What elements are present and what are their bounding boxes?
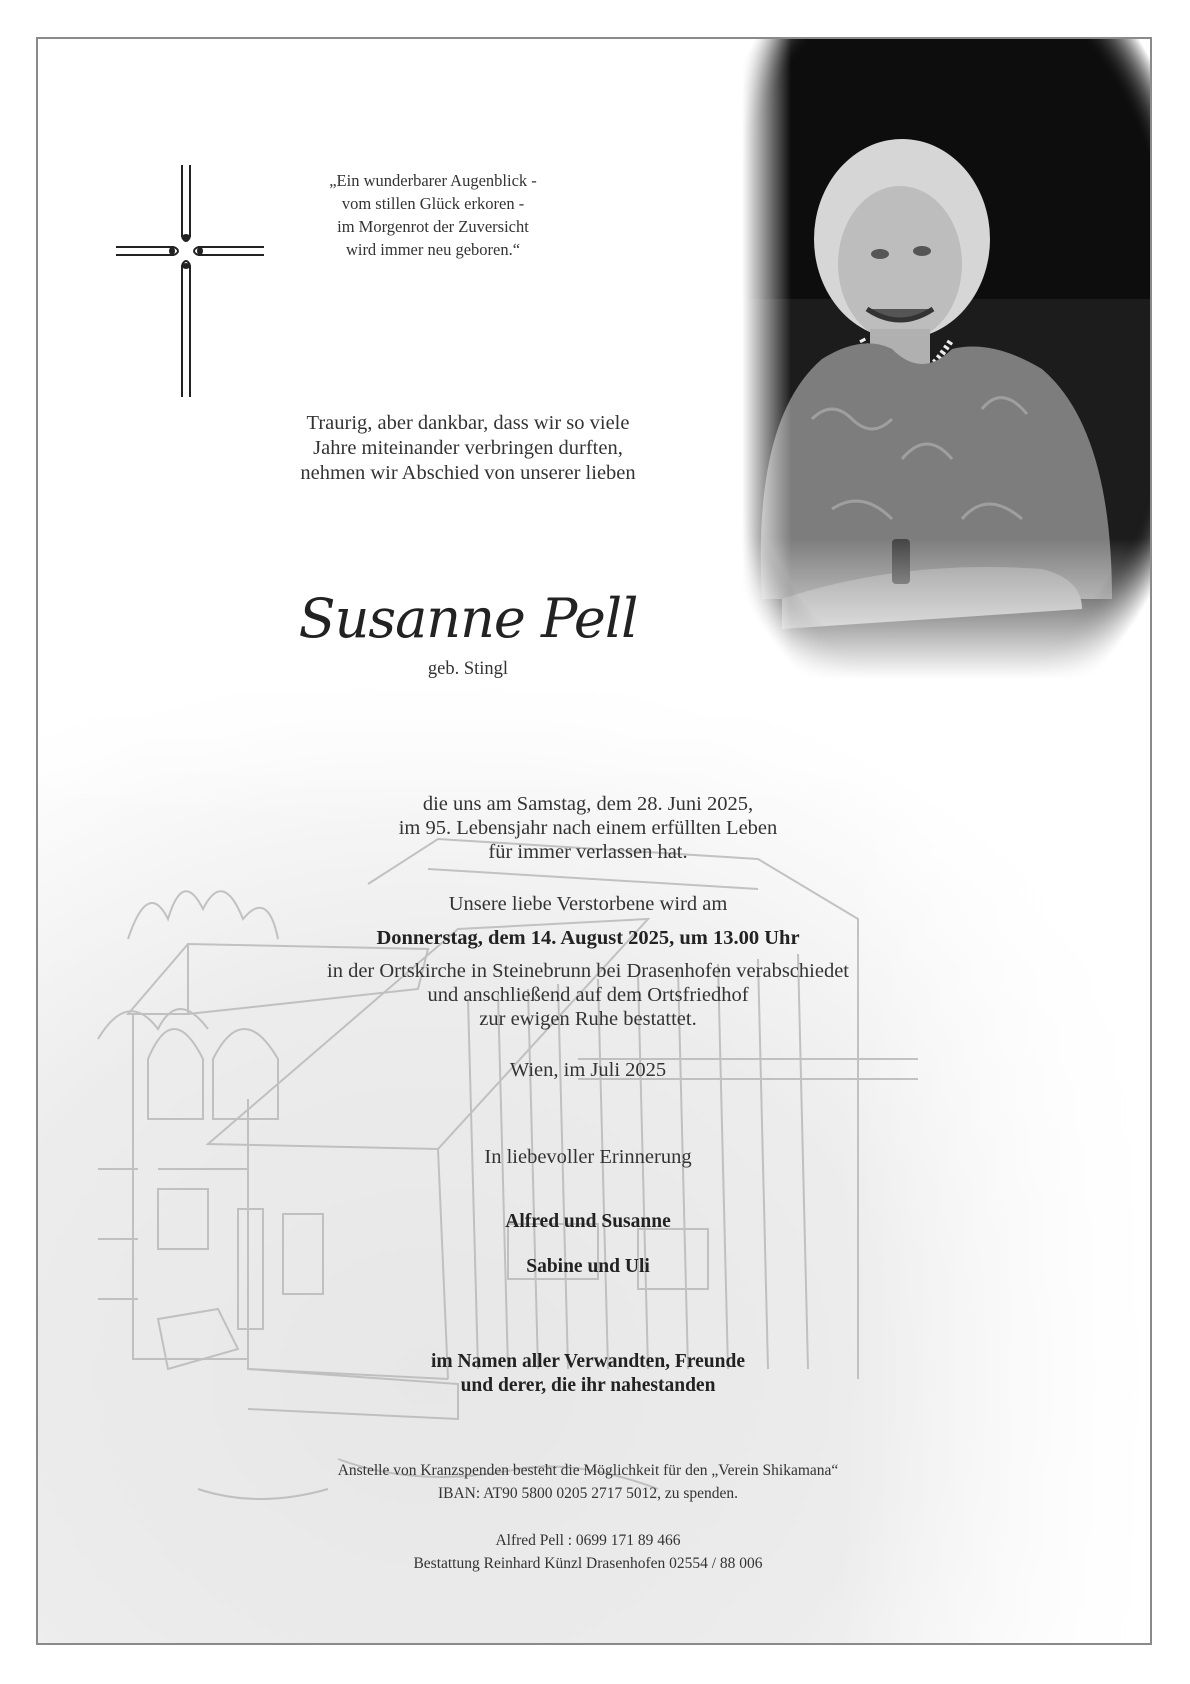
deceased-name: Susanne Pell — [298, 587, 638, 650]
contact-info — [338, 1529, 838, 1575]
farewell-date: Donnerstag, dem 14. August 2025, um 13.00 Uhr — [376, 927, 800, 949]
intro-text — [238, 411, 698, 486]
quote-poem — [268, 169, 598, 261]
death-line: die uns am Samstag, dem 28. Juni 2025, — [422, 793, 754, 815]
donation-line: Anstelle von Kranzspenden besteht die Möglichkeit für den „Verein Shikamana“ — [337, 1462, 839, 1479]
farewell-line: zur ewigen Ruhe bestattet. — [479, 1008, 697, 1030]
farewell-details — [268, 959, 908, 1031]
farewell-line: in der Ortskirche in Steinebrunn bei Drasenhofen verabschiedet — [327, 960, 849, 982]
death-notice — [338, 792, 838, 864]
closing-line: im Namen aller Verwandten, Freunde — [431, 1351, 745, 1372]
quote-line: vom stillen Glück erkoren - — [341, 194, 525, 213]
intro-line: nehmen wir Abschied von unserer lieben — [300, 462, 636, 484]
contact-line: Alfred Pell : 0699 171 89 466 — [495, 1532, 681, 1549]
mourners-closing — [338, 1350, 838, 1398]
parte-card — [36, 37, 1152, 1645]
mourners-heading: In liebevoller Erinnerung — [484, 1146, 692, 1168]
contact-line: Bestattung Reinhard Künzl Drasenhofen 02554 / 88 006 — [413, 1555, 763, 1572]
maiden-name: geb. Stingl — [427, 659, 509, 679]
mourner-family: Alfred und Susanne — [505, 1211, 671, 1232]
place-date: Wien, im Juli 2025 — [509, 1059, 667, 1081]
farewell-intro: Unsere liebe Verstorbene wird am — [448, 893, 728, 915]
intro-line: Jahre miteinander verbringen durften, — [313, 437, 623, 459]
farewell-line: und anschließend auf dem Ortsfriedhof — [427, 984, 749, 1006]
donation-line: IBAN: AT90 5800 0205 2717 5012, zu spenden. — [437, 1485, 739, 1502]
quote-line: im Morgenrot der Zuversicht — [337, 217, 529, 236]
death-line: im 95. Lebensjahr nach einem erfüllten Leben — [398, 817, 778, 839]
quote-line: wird immer neu geboren.“ — [345, 240, 521, 259]
portrait-photo — [742, 39, 1152, 679]
closing-line: und derer, die ihr nahestanden — [460, 1375, 716, 1396]
intro-line: Traurig, aber dankbar, dass wir so viele — [306, 412, 630, 434]
quote-line: „Ein wunderbarer Augenblick - — [329, 171, 537, 190]
donation-note — [268, 1459, 908, 1505]
cross-icon — [116, 165, 276, 425]
mourner-family: Sabine und Uli — [526, 1256, 650, 1277]
death-line: für immer verlassen hat. — [488, 841, 688, 863]
